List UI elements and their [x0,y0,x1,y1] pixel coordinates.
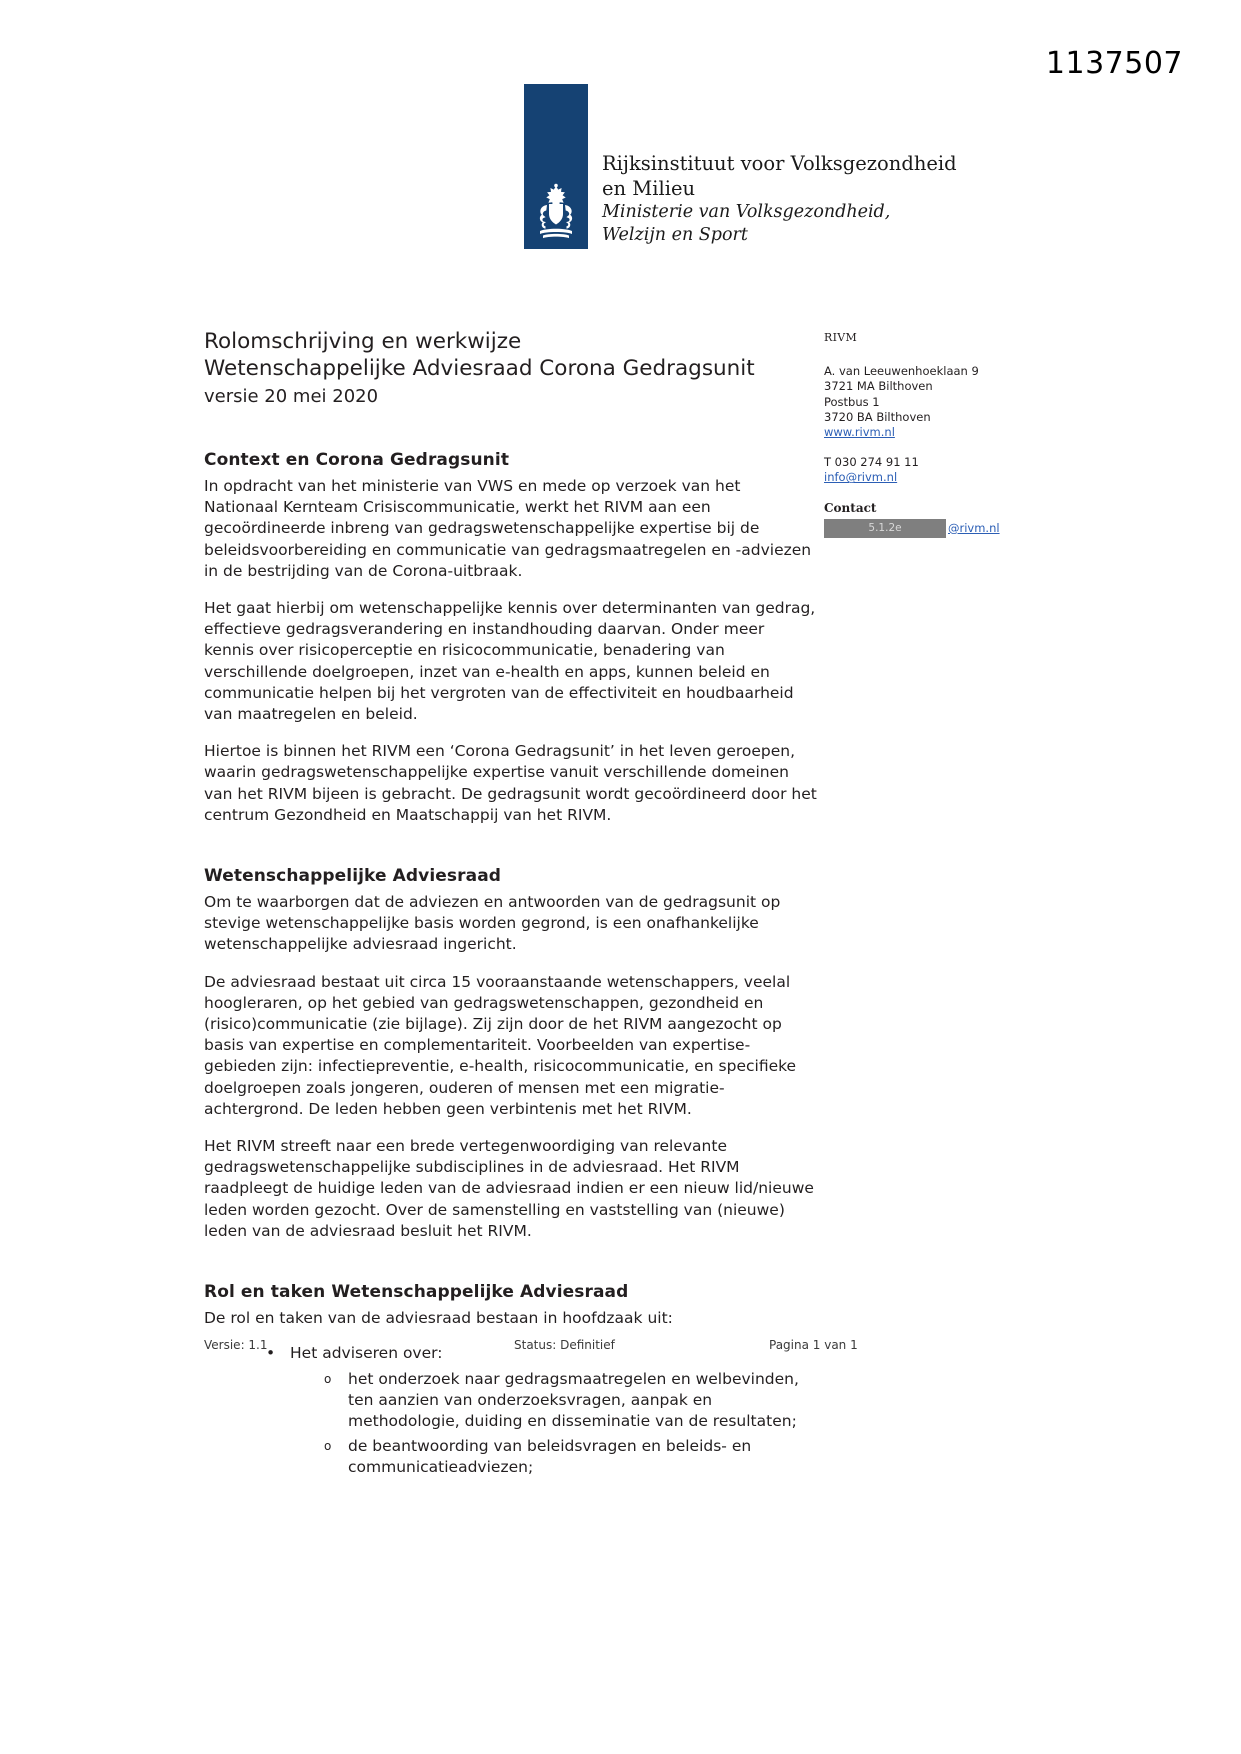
sidebar-spacer-1 [824,440,1014,455]
paragraph-context-1: In opdracht van het ministerie van VWS en mede op verzoek van het Nationaal Kernteam Crisiscommunicatie, werkt het RIVM aan een gecoördineerde inbreng van gedragswetenschappelijke expertise bij de beleidsvoorbereiding en communicatie van gedragsmaatregelen en -adviezen in de bestrijding van de Corona-uitbraak. [204,477,812,580]
website-link[interactable]: www.rivm.nl [824,425,895,440]
logo-line-2: en Milieu [602,177,696,200]
footer-version: Versie: 1.1 [204,1338,268,1352]
page-footer [204,1338,914,1352]
logo-ministry-line-1: Ministerie van Volksgezondheid, [602,202,891,222]
address-sidebar [824,330,1014,538]
address-postbox: Postbus 1 [824,394,880,409]
logo-blue-bar [524,84,588,249]
address-street: A. van Leeuwenhoeklaan 9 [824,364,979,379]
netherlands-coat-of-arms-icon [530,183,582,241]
redacted-email-suffix[interactable]: @rivm.nl [948,520,1000,535]
organisation-name: RIVM [824,331,858,344]
redacted-contact-row [824,519,1014,538]
paragraph-rol-en-taken-1: De rol en taken van de adviesraad bestaan in hoofdzaak uit: [204,1309,673,1328]
document-number: 1137507 [1045,46,1183,81]
document-title-block [204,328,764,410]
section-spacer-2 [204,1258,819,1280]
rivm-logo [524,84,957,249]
document-version-date: versie 20 mei 2020 [204,386,379,407]
phone-number: T 030 274 91 11 [824,455,919,470]
section-heading-context: Context en Corona Gedragsunit [204,450,510,470]
email-link[interactable]: info@rivm.nl [824,470,898,485]
logo-line-1: Rijksinstituut voor Volksgezondheid [602,152,957,175]
section-heading-adviesraad: Wetenschappelijke Adviesraad [204,866,502,887]
address-postbox-postcode: 3720 BA Bilthoven [824,409,931,424]
address-postcode-city: 3721 MA Bilthoven [824,379,933,394]
logo-text-block [602,151,957,249]
paragraph-context-2: Het gaat hierbij om wetenschappelijke kennis over determinanten van gedrag, effectieve gedragsverandering en instandhouding daarvan. Onder meer kennis over risicoperceptie en risicocommunicatie, benadering van verschillende doelgroepen, inzet van e-health en apps, kunnen beleid en communicatie helpen bij het vergroten van de effectiviteit en houdbaarheid van maatregelen en beleid. [204,599,816,724]
document-body [204,448,819,1483]
section-spacer-1 [204,842,819,864]
footer-page-number: Pagina 1 van 1 [769,1338,858,1352]
page-title-line-2: Wetenschappelijke Adviesraad Corona Gedragsunit [204,356,755,381]
page-title-line-1: Rolomschrijving en werkwijze [204,329,522,354]
list-item-level2-onderzoek: o het onderzoek naar gedragsmaatregelen en welbevinden, ten aanzien van onderzoeksvragen, aanpak en methodologie, duiding en disseminatie van de resultaten; [204,1369,819,1433]
redaction-bar: 5.1.2e [824,519,946,538]
list-item-level2-beleidsvragen: o de beantwoording van beleidsvragen en beleids- en communicatieadviezen; [204,1436,819,1478]
footer-status: Status: Definitief [514,1338,615,1352]
tasks-list [204,1343,819,1478]
paragraph-adviesraad-3: Het RIVM streeft naar een brede vertegenwoordiging van relevante gedragswetenschappelijke subdisciplines in de adviesraad. Het RIVM raadpleegt de huidige leden van de adviesraad indien er een nieuw lid/nieuwe leden worden gezocht. Over de samenstelling en vaststelling van (nieuwe) leden van de adviesraad besluit het RIVM. [204,1137,814,1240]
paragraph-adviesraad-2: De adviesraad bestaat uit circa 15 vooraanstaande wetenschappers, veelal hoogleraren, op het gebied van gedragswetenschappen, gezondheid en (risico)communicatie (zie bijlage). Zij zijn door de het RIVM aangezocht op basis van expertise en complementariteit. Voorbeelden van expertise-gebieden zijn: infectiepreventie, e-health, risicocommunicatie, en specifieke doelgroepen zoals jongeren, ouderen of mensen met een migratie-achtergrond. De leden hebben geen verbintenis met het RIVM. [204,972,797,1118]
list-item-level1: • Het adviseren over: [204,1343,819,1364]
paragraph-context-3: Hiertoe is binnen het RIVM een ‘Corona Gedragsunit’ in het leven geroepen, waarin gedragswetenschappelijke expertise vanuit verschillende domeinen van het RIVM bijeen is gebracht. De gedragsunit wordt gecoördineerd door het centrum Gezondheid en Maatschappij van het RIVM. [204,742,817,824]
sidebar-spacer-2 [824,486,1014,501]
contact-heading: Contact [824,500,877,515]
logo-ministry-line-2: Welzijn en Sport [602,225,748,245]
section-heading-rol-en-taken: Rol en taken Wetenschappelijke Adviesraad [204,1282,629,1303]
paragraph-adviesraad-1: Om te waarborgen dat de adviezen en antwoorden van de gedragsunit op stevige wetenschappelijke basis worden gegrond, is een onafhankelijke wetenschappelijke adviesraad ingericht. [204,893,781,954]
